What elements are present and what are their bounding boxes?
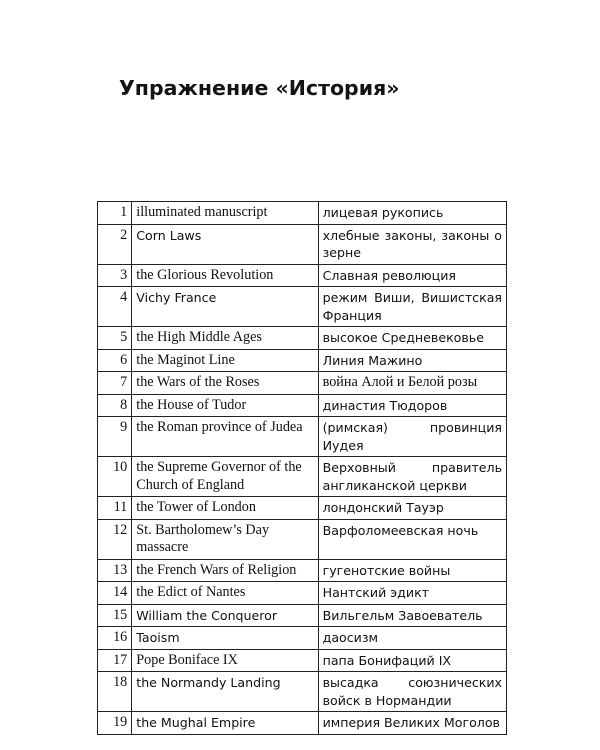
- english-term: the House of Tudor: [132, 394, 318, 417]
- english-term: the High Middle Ages: [132, 327, 318, 350]
- russian-translation: Верховный правитель англиканской церкви: [318, 457, 506, 497]
- row-number: 5: [98, 327, 132, 350]
- english-term: illuminated manuscript: [132, 202, 318, 225]
- english-term: Taoism: [132, 627, 318, 650]
- english-term: Corn Laws: [132, 224, 318, 264]
- russian-translation: Варфоломеевская ночь: [318, 519, 506, 559]
- english-term: the Glorious Revolution: [132, 264, 318, 287]
- russian-translation: Нантский эдикт: [318, 582, 506, 605]
- table-row: [98, 649, 507, 672]
- row-number: 9: [98, 417, 132, 457]
- table-row: [98, 519, 507, 559]
- russian-translation: папа Бонифаций IX: [318, 649, 506, 672]
- table-row: [98, 264, 507, 287]
- table-row: [98, 457, 507, 497]
- row-number: 19: [98, 712, 132, 735]
- russian-translation: династия Тюдоров: [318, 394, 506, 417]
- glossary-body: [98, 202, 507, 735]
- russian-translation: высокое Средневековье: [318, 327, 506, 350]
- russian-translation: Славная революция: [318, 264, 506, 287]
- table-row: [98, 559, 507, 582]
- russian-translation: лицевая рукопись: [318, 202, 506, 225]
- table-row: [98, 672, 507, 712]
- russian-translation: Вильгельм Завоеватель: [318, 604, 506, 627]
- english-term: the Mughal Empire: [132, 712, 318, 735]
- row-number: 10: [98, 457, 132, 497]
- table-row: [98, 224, 507, 264]
- english-term: the Normandy Landing: [132, 672, 318, 712]
- table-row: [98, 327, 507, 350]
- table-row: [98, 497, 507, 520]
- table-row: [98, 372, 507, 395]
- table-row: [98, 604, 507, 627]
- english-term: the Maginot Line: [132, 349, 318, 372]
- russian-translation: гугенотские войны: [318, 559, 506, 582]
- english-term: the Edict of Nantes: [132, 582, 318, 605]
- english-term: the Roman province of Judea: [132, 417, 318, 457]
- table-row: [98, 287, 507, 327]
- russian-translation: хлебные законы, законы о зерне: [318, 224, 506, 264]
- russian-translation: высадка союзнических войск в Нормандии: [318, 672, 506, 712]
- table-row: [98, 582, 507, 605]
- row-number: 14: [98, 582, 132, 605]
- russian-translation: (римская) провинция Иудея: [318, 417, 506, 457]
- english-term: the French Wars of Religion: [132, 559, 318, 582]
- russian-translation: Линия Мажино: [318, 349, 506, 372]
- table-row: [98, 712, 507, 735]
- russian-translation: даосизм: [318, 627, 506, 650]
- table-row: [98, 394, 507, 417]
- table-row: [98, 202, 507, 225]
- row-number: 4: [98, 287, 132, 327]
- english-term: the Wars of the Roses: [132, 372, 318, 395]
- russian-translation: война Алой и Белой розы: [318, 372, 506, 395]
- russian-translation: лондонский Тауэр: [318, 497, 506, 520]
- table-row: [98, 627, 507, 650]
- russian-translation: режим Виши, Вишистская Франция: [318, 287, 506, 327]
- russian-translation: империя Великих Моголов: [318, 712, 506, 735]
- row-number: 13: [98, 559, 132, 582]
- row-number: 12: [98, 519, 132, 559]
- row-number: 1: [98, 202, 132, 225]
- english-term: the Supreme Governor of the Church of England: [132, 457, 318, 497]
- table-row: [98, 349, 507, 372]
- glossary-table: [97, 201, 507, 735]
- page-title: Упражнение «История»: [119, 76, 400, 100]
- row-number: 3: [98, 264, 132, 287]
- table-row: [98, 417, 507, 457]
- row-number: 8: [98, 394, 132, 417]
- english-term: Pope Boniface IX: [132, 649, 318, 672]
- row-number: 7: [98, 372, 132, 395]
- english-term: St. Bartholomew’s Day massacre: [132, 519, 318, 559]
- english-term: William the Conqueror: [132, 604, 318, 627]
- row-number: 18: [98, 672, 132, 712]
- row-number: 16: [98, 627, 132, 650]
- english-term: Vichy France: [132, 287, 318, 327]
- english-term: the Tower of London: [132, 497, 318, 520]
- row-number: 17: [98, 649, 132, 672]
- row-number: 2: [98, 224, 132, 264]
- row-number: 15: [98, 604, 132, 627]
- row-number: 6: [98, 349, 132, 372]
- row-number: 11: [98, 497, 132, 520]
